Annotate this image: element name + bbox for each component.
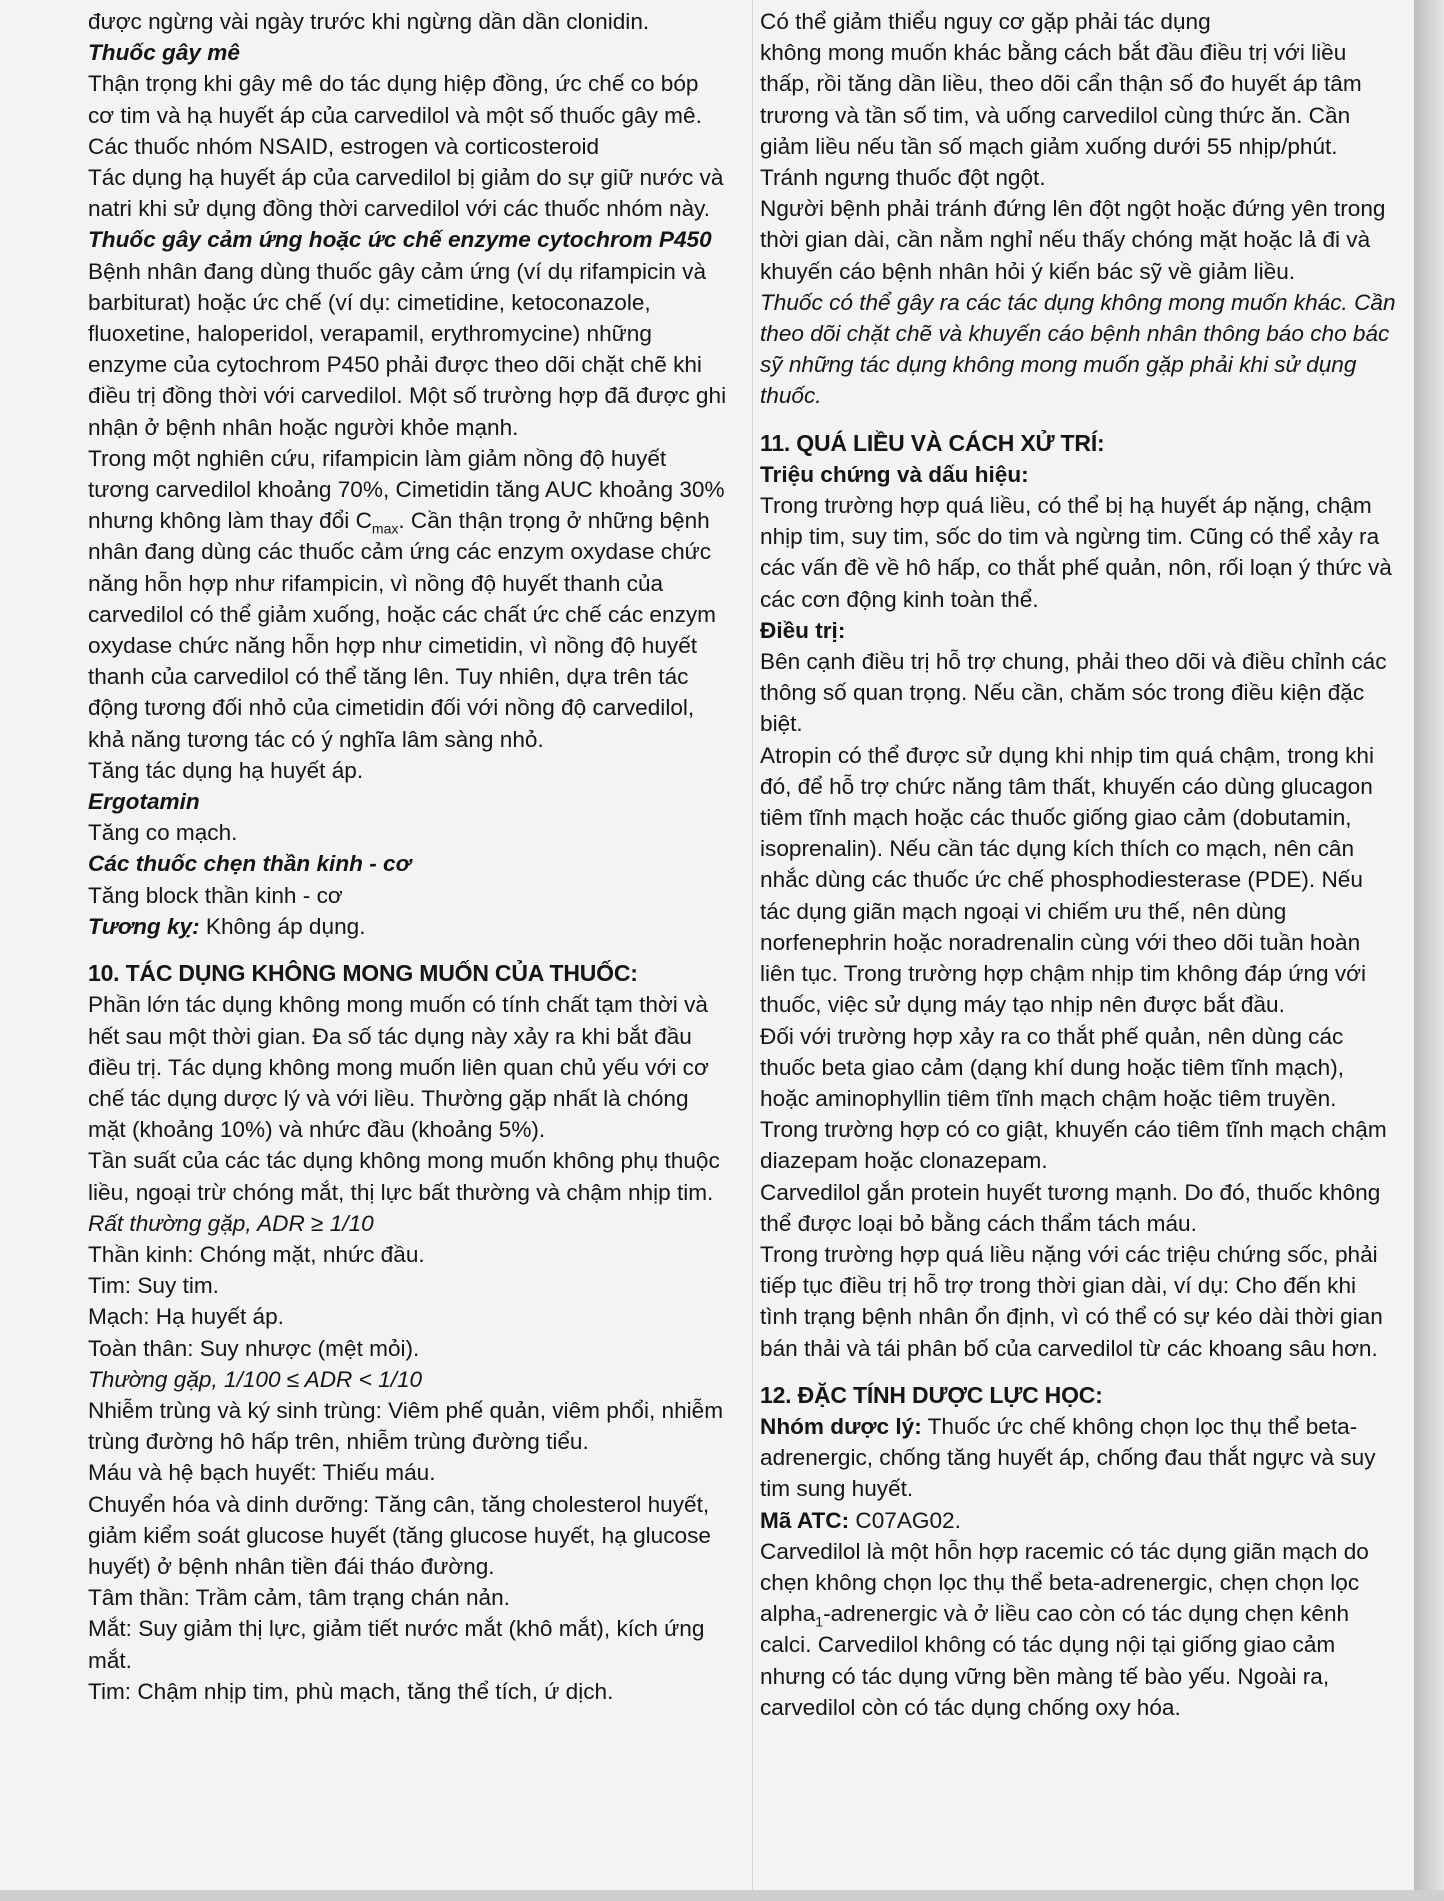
vc-item: Thần kinh: Chóng mặt, nhức đầu. — [88, 1241, 425, 1267]
ergotamin-text: Tăng co mạch. — [88, 820, 238, 846]
treatment-heading: Điều trị: — [760, 617, 846, 643]
right-p2: Người bệnh phải tránh đứng lên đột ngột hoặc đứng yên trong thời gian dài, cần nằm nghỉ nếu thấy chóng mặt hoặc lả đi và khuyến cáo bệnh nhân hỏi ý kiến bác sỹ về giảm liều. — [760, 196, 1386, 284]
c-item: Nhiễm trùng và ký sinh trùng: Viêm phế quản, viêm phổi, nhiễm trùng đường hô hấp trên, nhiễm trùng đường tiểu. — [88, 1397, 724, 1455]
section-10-frequency: Tần suất của các tác dụng không mong muốn không phụ thuộc liều, ngoại trừ chóng mắt, thị lực bất thường và chậm nhịp tim. — [88, 1148, 720, 1205]
symptoms-text: Trong trường hợp quá liều, có thể bị hạ huyết áp nặng, chậm nhịp tim, suy tim, sốc do tim và ngừng tim. Cũng có thể xảy ra các vấn đề về hô hấp, co thắt phế quản, nôn, rối loạn ý thức và các cơn động kinh toàn thể. — [760, 493, 1392, 612]
treatment-p1: Bên cạnh điều trị hỗ trợ chung, phải theo dõi và điều chỉnh các thông số quan trọng. Nếu cần, chăm sóc trong điều kiện đặc biệt. — [760, 649, 1387, 737]
section-11-heading: 11. QUÁ LIỀU VÀ CÁCH XỬ TRÍ: — [760, 429, 1105, 456]
neuro-block-heading: Các thuốc chẹn thần kinh - cơ — [88, 851, 411, 877]
pharm-desc-b: -adrenergic và ở liều cao còn có tác dụng chẹn kênh calci. Carvedilol không có tác dụng nội tại giống giao cảm nhưng có tác dụng vững bền màng tế bào yếu. Ngoài ra, carvedilol còn có tác dụng chống oxy hóa. — [760, 1601, 1350, 1720]
vc-item: Toàn thân: Suy nhược (mệt mỏi). — [88, 1335, 420, 1361]
cyp450-text-3: Tăng tác dụng hạ huyết áp. — [88, 757, 364, 783]
incompat-text: Không áp dụng. — [199, 913, 366, 939]
anesthetic-heading: Thuốc gây mê — [88, 40, 240, 66]
treatment-p2: Atropin có thể được sử dụng khi nhịp tim quá chậm, trong khi đó, để hỗ trợ chức năng tâm thất, khuyến cáo dùng glucagon tiêm tĩnh mạch hoặc các thuốc giống giao cảm (dobutamin, isoprenalin). Nếu cần tác dụng kích thích co mạch, nên cân nhắc dùng các thuốc ức chế phosphodiesterase (PDE). Nếu tác dụng giãn mạch ngoại vi chiếm ưu thế, nên dùng norfenephrin hoặc noradrenalin cùng với theo dõi tuần hoàn liên tục. Trong trường hợp chậm nhịp tim không đáp ứng với thuốc, việc sử dụng máy tạo nhịp nên được bắt đầu. — [760, 742, 1374, 1018]
cyp450-text-2a: Trong một nghiên cứu, rifampicin làm giảm nồng độ huyết tương carvedilol khoảng 70%, Cimetidin tăng AUC khoảng 30% nhưng không làm thay đổi C — [88, 445, 725, 534]
nsaid-heading: Các thuốc nhóm NSAID, estrogen và corticosteroid — [88, 133, 600, 159]
atc-label: Mã ATC: — [760, 1507, 850, 1533]
pharm-description — [760, 1536, 1396, 1723]
atc-line — [760, 1505, 1396, 1536]
pharm-group-text: Thuốc ức chế không chọn lọc thụ thể beta-adrenergic, chống tăng huyết áp, chống đau thắt ngực và suy tim sung huyết. — [760, 1413, 1376, 1502]
pharm-group-line — [760, 1411, 1396, 1505]
neuro-block-text: Tăng block thần kinh - cơ — [88, 882, 343, 908]
cyp450-text-2 — [88, 443, 728, 755]
left-column — [88, 9, 728, 1707]
page-edge-bottom — [0, 1890, 1444, 1901]
common-label: Thường gặp, 1/100 ≤ ADR < 1/10 — [88, 1366, 423, 1392]
very-common-label: Rất thường gặp, ADR ≥ 1/10 — [88, 1210, 374, 1236]
nsaid-text: Tác dụng hạ huyết áp của carvedilol bị giảm do sự giữ nước và natri khi sử dụng đồng thời carvedilol với các thuốc nhóm này. — [88, 165, 724, 222]
cyp450-text-2b: . Cần thận trọng ở những bệnh nhân đang dùng các thuốc cảm ứng các enzym oxydase chức năng hỗn hợp như rifampicin, vì nồng độ huyết thanh của carvedilol có thể giảm xuống, hoặc các chất ức chế các enzym oxydase chức năng hỗn hợp như cimetidin, vì nồng độ huyết thanh của carvedilol có thể tăng lên. Tuy nhiên, dựa trên tác động tương đối nhỏ của cimetidin đối với nồng độ carvedilol, khả năng tương tác có ý nghĩa lâm sàng nhỏ. — [88, 508, 716, 752]
incompat-line — [88, 911, 728, 942]
right-column — [760, 9, 1396, 1723]
treatment-p4: Carvedilol gắn protein huyết tương mạnh. Do đó, thuốc không thể được loại bỏ bằng cách thẩm tách máu. — [760, 1179, 1381, 1236]
vc-item: Mạch: Hạ huyết áp. — [88, 1304, 284, 1330]
anesthetic-text: Thận trọng khi gây mê do tác dụng hiệp đồng, ức chế co bóp cơ tim và hạ huyết áp của carvedilol và một số thuốc gây mê. — [88, 71, 702, 128]
cyp450-heading: Thuốc gây cảm ứng hoặc ức chế enzyme cytochrom P450 — [88, 227, 712, 253]
section-10-intro: Phần lớn tác dụng không mong muốn có tính chất tạm thời và hết sau một thời gian. Đa số tác dụng này xảy ra khi bắt đầu điều trị. Tác dụng không mong muốn liên quan chủ yếu với cơ chế tác dụng dược lý và với liều. Thường gặp nhất là chóng mặt (khoảng 10%) và nhức đầu (khoảng 5%). — [88, 992, 709, 1143]
page-fold — [752, 0, 753, 1890]
symptoms-heading: Triệu chứng và dấu hiệu: — [760, 461, 1029, 487]
right-p3: Thuốc có thể gây ra các tác dụng không mong muốn khác. Cần theo dõi chặt chẽ và khuyến cáo bệnh nhân thông báo cho bác sỹ những tác dụng không mong muốn gặp phải khi sử dụng thuốc. — [760, 289, 1396, 409]
c-item: Máu và hệ bạch huyết: Thiếu máu. — [88, 1460, 436, 1486]
pharm-group-label: Nhóm dược lý: — [760, 1413, 922, 1439]
page-edge-right — [1414, 0, 1444, 1901]
treatment-p3: Đối với trường hợp xảy ra co thắt phế quản, nên dùng các thuốc beta giao cảm (dạng khí dung hoặc tiêm tĩnh mạch), hoặc aminophyllin tiêm tĩnh mạch chậm hoặc tiêm truyền. Trong trường hợp có co giật, khuyến cáo tiêm tĩnh mạch chậm diazepam hoặc clonazepam. — [760, 1023, 1387, 1174]
cut-top-line: được ngừng vài ngày trước khi ngừng dần dần clonidin. — [88, 9, 650, 34]
cmax-subscript: max — [371, 520, 399, 537]
c-item: Chuyển hóa và dinh dưỡng: Tăng cân, tăng cholesterol huyết, giảm kiểm soát glucose huyết (tăng glucose huyết, hạ glucose huyết) ở bệnh nhân tiền đái tháo đường. — [88, 1491, 711, 1579]
ergotamin-heading: Ergotamin — [88, 789, 200, 815]
incompat-label: Tương kỵ: — [88, 913, 200, 939]
section-10-heading: 10. TÁC DỤNG KHÔNG MONG MUỐN CỦA THUỐC: — [88, 960, 638, 987]
c-item: Mắt: Suy giảm thị lực, giảm tiết nước mắt (khô mắt), kích ứng mắt. — [88, 1616, 705, 1673]
atc-text: C07AG02. — [849, 1507, 961, 1533]
section-12-heading: 12. ĐẶC TÍNH DƯỢC LỰC HỌC: — [760, 1381, 1103, 1408]
c-item: Tim: Chậm nhịp tim, phù mạch, tăng thể tích, ứ dịch. — [88, 1678, 614, 1704]
right-p1: không mong muốn khác bằng cách bắt đầu điều trị với liều thấp, rồi tăng dần liều, theo dõi cẩn thận số đo huyết áp tâm trương và tần số tim, và uống carvedilol cùng thức ăn. Cần giảm liều nếu tần số mạch giảm xuống dưới 55 nhịp/phút. Tránh ngưng thuốc đột ngột. — [760, 40, 1362, 191]
pharm-desc-a: Carvedilol là một hỗn hợp racemic có tác dụng giãn mạch do chẹn không chọn lọc thụ thể beta-adrenergic, chẹn chọn lọc alpha — [760, 1538, 1369, 1627]
cyp450-text-1: Bệnh nhân đang dùng thuốc gây cảm ứng (ví dụ rifampicin và barbiturat) hoặc ức chế (ví dụ: cimetidine, ketoconazole, fluoxetine, haloperidol, verapamil, erythromycine) những enzyme của cytochrom P450 phải được theo dõi chặt chẽ khi điều trị đồng thời với carvedilol. Một số trường hợp đã được ghi nhận ở bệnh nhân hoặc người khỏe mạnh. — [88, 258, 727, 440]
c-item: Tâm thần: Trầm cảm, tâm trạng chán nản. — [88, 1585, 510, 1611]
alpha-subscript: 1 — [815, 1613, 824, 1630]
cut-top-line-right: Có thể giảm thiểu nguy cơ gặp phải tác dụng — [760, 9, 1211, 34]
treatment-p5: Trong trường hợp quá liều nặng với các triệu chứng sốc, phải tiếp tục điều trị hỗ trợ trong thời gian dài, ví dụ: Cho đến khi tình trạng bệnh nhân ổn định, vì có thể có sự kéo dài thời gian bán thải và tái phân bố của carvedilol từ các khoang sâu hơn. — [760, 1241, 1383, 1361]
vc-item: Tim: Suy tim. — [88, 1273, 219, 1299]
